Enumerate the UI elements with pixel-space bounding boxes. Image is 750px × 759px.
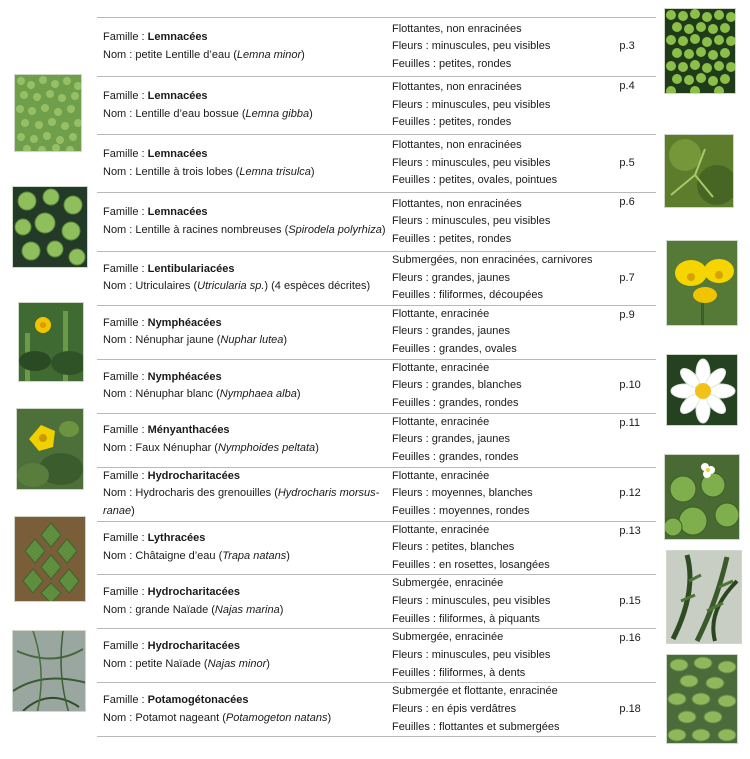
famille-value: Lemnacées <box>147 31 208 44</box>
nom-common: Nénuphar blanc ( <box>135 388 220 401</box>
nom-line <box>103 440 390 458</box>
nom-common: Lentille d’eau bossue ( <box>135 107 246 120</box>
nom-line <box>103 47 390 65</box>
nom-line <box>103 656 390 674</box>
photo-najas-marina <box>666 550 742 644</box>
nom-label: Nom : <box>103 107 136 120</box>
fleurs-value: en épis verdâtres <box>431 703 517 716</box>
nom-close: ) (4 espèces décrites) <box>264 280 371 293</box>
table-row <box>97 467 656 521</box>
nom-close: ) <box>296 388 301 401</box>
fleurs-line <box>392 485 613 503</box>
fleurs-line <box>392 377 613 395</box>
famille-line <box>103 468 390 486</box>
feuilles-line <box>392 341 613 359</box>
page-ref: p.3 <box>619 40 635 53</box>
name-cell <box>97 413 390 467</box>
feuilles-value: en rosettes, losangées <box>439 558 550 571</box>
characteristics-cell <box>390 629 613 683</box>
table-row <box>97 305 656 359</box>
famille-line <box>103 315 390 333</box>
nom-line <box>103 602 390 620</box>
fleurs-value: grandes, jaunes <box>431 271 510 284</box>
nom-common: Utriculaires ( <box>135 280 198 293</box>
fleurs-value: grandes, jaunes <box>431 325 510 338</box>
nom-line <box>103 278 390 296</box>
famille-label: Famille : <box>103 147 148 160</box>
feuilles-value: filiformes, découpées <box>439 289 543 302</box>
habitat-line: Flottante, enracinée <box>391 361 490 374</box>
famille-line <box>103 146 390 164</box>
nom-line <box>103 548 390 566</box>
nom-common: petite Lentille d’eau ( <box>135 49 237 61</box>
characteristics-cell <box>390 77 613 135</box>
table-row <box>97 413 656 467</box>
table-row <box>97 575 656 629</box>
famille-label: Famille : <box>103 694 148 707</box>
nom-common: Lentille à trois lobes ( <box>135 165 240 178</box>
feuilles-value: petites, rondes <box>439 57 512 70</box>
feuilles-line <box>392 665 613 683</box>
nom-label: Nom : <box>103 280 136 293</box>
fleurs-line <box>392 97 613 115</box>
feuilles-value: grandes, ovales <box>439 343 517 356</box>
famille-value: Ményanthacées <box>147 424 230 437</box>
characteristics-cell <box>390 575 613 629</box>
nom-label: Nom : <box>103 224 136 236</box>
feuilles-label: Feuilles : <box>391 174 440 187</box>
habitat-line: Flottantes, non enracinées <box>391 197 522 210</box>
feuilles-value: moyennes, rondes <box>439 504 530 517</box>
famille-line <box>103 88 390 106</box>
nom-line <box>103 222 390 240</box>
photo-hydrocharis <box>664 454 740 540</box>
famille-value: Hydrocharitacées <box>147 586 240 599</box>
table-row <box>97 193 656 252</box>
feuilles-label: Feuilles : <box>391 666 440 679</box>
photo-nymphoides <box>16 408 84 490</box>
feuilles-line <box>392 449 613 467</box>
nom-label: Nom : <box>103 388 136 401</box>
famille-label: Famille : <box>103 206 148 219</box>
nom-latin: Hydrocharis morsus-ranae <box>103 487 380 517</box>
nom-close: ) <box>315 442 319 455</box>
fleurs-line <box>392 38 613 56</box>
name-cell <box>97 467 390 521</box>
nom-latin: Nuphar lutea <box>220 334 284 347</box>
characteristics-cell <box>390 683 613 737</box>
page-ref-cell <box>613 683 656 737</box>
famille-label: Famille : <box>103 586 148 599</box>
famille-line <box>103 204 390 222</box>
name-cell <box>97 521 390 575</box>
page-ref-cell <box>613 359 656 413</box>
habitat-line: Flottantes, non enracinées <box>391 22 522 35</box>
page-ref-cell <box>613 629 656 683</box>
feuilles-line <box>392 231 613 249</box>
nom-latin: Lemna gibba <box>245 107 310 120</box>
table-row <box>97 135 656 193</box>
nom-common: Lentille à racines nombreuses ( <box>135 224 289 236</box>
name-cell <box>97 575 390 629</box>
habitat-line: Flottante, enracinée <box>391 307 490 320</box>
fleurs-line <box>392 593 613 611</box>
fleurs-value: moyennes, blanches <box>431 487 533 500</box>
habitat-line: Flottantes, non enracinées <box>391 81 522 94</box>
nom-close: ) <box>309 107 313 120</box>
nom-line <box>103 386 390 404</box>
feuilles-line <box>392 172 613 190</box>
famille-line <box>103 29 390 47</box>
page-ref: p.9 <box>619 308 635 321</box>
famille-value: Hydrocharitacées <box>147 640 240 653</box>
fleurs-label: Fleurs : <box>391 325 432 338</box>
famille-value: Potamogétonacées <box>147 694 249 707</box>
page-ref: p.4 <box>619 80 635 92</box>
feuilles-value: petites, rondes <box>439 116 512 129</box>
nom-common: Hydrocharis des grenouilles ( <box>135 487 278 500</box>
feuilles-line <box>392 611 613 629</box>
nom-latin: Nymphoides peltata <box>217 442 316 455</box>
name-cell <box>97 252 390 306</box>
nom-latin: Nymphaea alba <box>219 388 297 401</box>
famille-value: Lemnacées <box>147 89 208 102</box>
nom-label: Nom : <box>103 442 136 455</box>
nom-close: ) <box>381 224 386 236</box>
page-ref: p.10 <box>619 379 641 392</box>
characteristics-cell <box>390 413 613 467</box>
nom-common: Potamot nageant ( <box>135 711 226 724</box>
feuilles-value: filiformes, à dents <box>439 666 526 679</box>
name-cell <box>97 629 390 683</box>
name-cell <box>97 305 390 359</box>
fleurs-label: Fleurs : <box>391 40 432 53</box>
fleurs-label: Fleurs : <box>391 541 432 554</box>
page-ref-cell <box>613 413 656 467</box>
photo-nuphar <box>18 302 84 382</box>
famille-value: Lythracées <box>147 532 206 545</box>
feuilles-line <box>392 56 613 74</box>
table-row <box>97 359 656 413</box>
nom-close: ) <box>310 165 315 178</box>
feuilles-value: filiformes, à piquants <box>439 612 540 625</box>
table-row <box>97 629 656 683</box>
feuilles-label: Feuilles : <box>391 558 440 571</box>
fleurs-line <box>392 701 613 719</box>
nom-close: ) <box>279 603 284 616</box>
famille-label: Famille : <box>103 640 148 653</box>
famille-line <box>103 692 390 710</box>
nom-close: ) <box>286 549 290 562</box>
fleurs-label: Fleurs : <box>391 98 432 111</box>
feuilles-label: Feuilles : <box>391 232 440 245</box>
fleurs-label: Fleurs : <box>391 649 432 662</box>
table-row <box>97 521 656 575</box>
feuilles-line <box>392 719 613 737</box>
page-ref-cell <box>613 521 656 575</box>
table-row <box>97 77 656 135</box>
name-cell <box>97 18 390 77</box>
nom-line <box>103 710 390 728</box>
feuilles-value: petites, rondes <box>439 232 512 245</box>
habitat-line: Flottante, enracinée <box>391 415 490 428</box>
feuilles-label: Feuilles : <box>391 612 440 625</box>
fleurs-value: minuscules, peu visibles <box>431 98 551 111</box>
habitat-line: Flottante, enracinée <box>391 469 490 482</box>
page-ref: p.7 <box>619 271 635 284</box>
nom-label: Nom : <box>103 487 136 500</box>
nom-latin: Utricularia sp. <box>197 280 265 293</box>
page-ref: p.12 <box>619 487 641 500</box>
page-ref: p.6 <box>619 196 635 208</box>
nom-label: Nom : <box>103 657 136 670</box>
fleurs-line <box>392 647 613 665</box>
habitat-line: Submergées, non enracinées, carnivores <box>391 254 593 266</box>
feuilles-label: Feuilles : <box>391 504 440 517</box>
famille-value: Hydrocharitacées <box>147 469 240 482</box>
feuilles-value: flottantes et submergées <box>439 720 560 733</box>
fleurs-line <box>392 213 613 231</box>
fleurs-label: Fleurs : <box>391 379 432 392</box>
fleurs-label: Fleurs : <box>391 433 432 446</box>
photo-nymphaea <box>666 354 738 426</box>
name-cell <box>97 683 390 737</box>
feuilles-line <box>392 503 613 521</box>
habitat-line: Submergée, enracinée <box>391 577 504 590</box>
fleurs-value: grandes, blanches <box>431 379 522 392</box>
famille-label: Famille : <box>103 424 148 437</box>
characteristics-cell <box>390 252 613 306</box>
fleurs-value: minuscules, peu visibles <box>431 215 551 228</box>
fleurs-line <box>392 539 613 557</box>
page-ref: p.5 <box>619 156 635 169</box>
famille-line <box>103 369 390 387</box>
name-cell <box>97 193 390 252</box>
characteristics-cell <box>390 193 613 252</box>
nom-line <box>103 332 390 350</box>
fleurs-label: Fleurs : <box>391 156 432 169</box>
fleurs-value: grandes, jaunes <box>431 433 510 446</box>
table-row <box>97 683 656 737</box>
page-ref-cell <box>613 18 656 77</box>
feuilles-value: petites, ovales, pointues <box>439 174 558 187</box>
photo-potamogeton <box>666 654 738 744</box>
famille-label: Famille : <box>103 316 148 329</box>
table-row <box>97 18 656 77</box>
fleurs-value: minuscules, peu visibles <box>431 156 551 169</box>
page-ref-cell <box>613 252 656 306</box>
nom-label: Nom : <box>103 549 136 562</box>
page-ref-cell <box>613 193 656 252</box>
feuilles-label: Feuilles : <box>391 57 440 70</box>
table-row <box>97 252 656 306</box>
photo-trapa <box>14 516 86 602</box>
famille-value: Lemnacées <box>147 147 208 160</box>
photo-spirodela <box>12 186 88 268</box>
famille-value: Lemnacées <box>147 206 208 219</box>
feuilles-line <box>392 395 613 413</box>
habitat-line: Submergée, enracinée <box>391 631 504 644</box>
characteristics-cell <box>390 18 613 77</box>
plant-table <box>97 17 656 737</box>
characteristics-cell <box>390 359 613 413</box>
photo-lemna-minor <box>14 74 82 152</box>
feuilles-label: Feuilles : <box>391 396 440 409</box>
fleurs-label: Fleurs : <box>391 595 432 608</box>
nom-label: Nom : <box>103 603 136 616</box>
nom-label: Nom : <box>103 49 136 61</box>
nom-latin: Najas marina <box>214 603 280 616</box>
nom-label: Nom : <box>103 711 136 724</box>
photo-lemna-gibba <box>664 8 736 94</box>
page-ref-cell <box>613 135 656 193</box>
famille-value: Nymphéacées <box>147 316 222 329</box>
famille-label: Famille : <box>103 532 148 545</box>
fleurs-value: minuscules, peu visibles <box>431 649 551 662</box>
photo-lemna-trisulca <box>664 134 734 208</box>
characteristics-cell <box>390 135 613 193</box>
habitat-line: Submergée et flottante, enracinée <box>391 685 558 698</box>
nom-latin: Najas minor <box>207 657 267 670</box>
feuilles-label: Feuilles : <box>391 289 440 302</box>
name-cell <box>97 359 390 413</box>
famille-label: Famille : <box>103 89 148 102</box>
page-ref: p.18 <box>619 703 641 716</box>
nom-common: Faux Nénuphar ( <box>135 442 218 455</box>
characteristics-cell <box>390 521 613 575</box>
photo-utricularia <box>666 240 738 326</box>
page-ref: p.15 <box>619 595 641 608</box>
habitat-line: Flottante, enracinée <box>391 523 490 536</box>
fleurs-line <box>392 270 613 288</box>
famille-value: Nymphéacées <box>147 370 222 383</box>
fleurs-label: Fleurs : <box>391 487 432 500</box>
famille-label: Famille : <box>103 370 148 383</box>
nom-label: Nom : <box>103 165 136 178</box>
nom-close: ) <box>327 711 332 724</box>
famille-line <box>103 261 390 279</box>
feuilles-label: Feuilles : <box>391 450 440 463</box>
famille-line <box>103 422 390 440</box>
habitat-line: Flottantes, non enracinées <box>391 139 522 152</box>
feuilles-label: Feuilles : <box>391 343 440 356</box>
nom-close: ) <box>283 334 288 347</box>
feuilles-label: Feuilles : <box>391 720 440 733</box>
photo-najas <box>12 630 86 712</box>
famille-line <box>103 584 390 602</box>
fleurs-line <box>392 431 613 449</box>
nom-common: petite Naïade ( <box>135 657 208 670</box>
fleurs-line <box>392 155 613 173</box>
characteristics-cell <box>390 305 613 359</box>
feuilles-label: Feuilles : <box>391 116 440 129</box>
name-cell <box>97 77 390 135</box>
page-ref: p.16 <box>619 632 641 645</box>
fleurs-label: Fleurs : <box>391 271 432 284</box>
nom-close: ) <box>266 657 270 670</box>
fleurs-label: Fleurs : <box>391 703 432 716</box>
nom-latin: Lemna trisulca <box>239 165 311 178</box>
famille-label: Famille : <box>103 31 148 44</box>
nom-latin: Lemna minor <box>236 49 302 61</box>
nom-line <box>103 106 390 124</box>
feuilles-line <box>392 287 613 305</box>
fleurs-value: minuscules, peu visibles <box>431 595 551 608</box>
nom-latin: Trapa natans <box>222 549 287 562</box>
nom-common: Châtaigne d’eau ( <box>135 549 223 562</box>
feuilles-line <box>392 114 613 132</box>
nom-label: Nom : <box>103 334 136 347</box>
fleurs-value: minuscules, peu visibles <box>431 40 551 53</box>
famille-label: Famille : <box>103 262 148 275</box>
page-ref: p.13 <box>619 524 641 537</box>
feuilles-value: grandes, rondes <box>439 396 519 409</box>
nom-line <box>103 485 390 520</box>
nom-line <box>103 164 390 182</box>
feuilles-line <box>392 557 613 575</box>
page-ref: p.11 <box>619 416 640 429</box>
page-ref-cell <box>613 467 656 521</box>
name-cell <box>97 135 390 193</box>
page-ref-cell <box>613 575 656 629</box>
famille-value: Lentibulariacées <box>147 262 235 275</box>
fleurs-value: petites, blanches <box>431 541 515 554</box>
fleurs-label: Fleurs : <box>391 215 432 228</box>
nom-common: Nénuphar jaune ( <box>135 334 221 347</box>
nom-close: ) <box>131 504 135 517</box>
page-ref-cell <box>613 77 656 135</box>
nom-latin: Spirodela polyrhiza <box>288 224 382 236</box>
famille-line <box>103 530 390 548</box>
plant-table-body <box>97 18 656 737</box>
nom-latin: Potamogeton natans <box>225 711 328 724</box>
famille-line <box>103 638 390 656</box>
nom-common: grande Naïade ( <box>135 603 215 616</box>
feuilles-value: grandes, rondes <box>439 450 519 463</box>
famille-label: Famille : <box>103 469 148 482</box>
characteristics-cell <box>390 467 613 521</box>
fleurs-line <box>392 323 613 341</box>
nom-close: ) <box>301 49 305 61</box>
page-ref-cell <box>613 305 656 359</box>
